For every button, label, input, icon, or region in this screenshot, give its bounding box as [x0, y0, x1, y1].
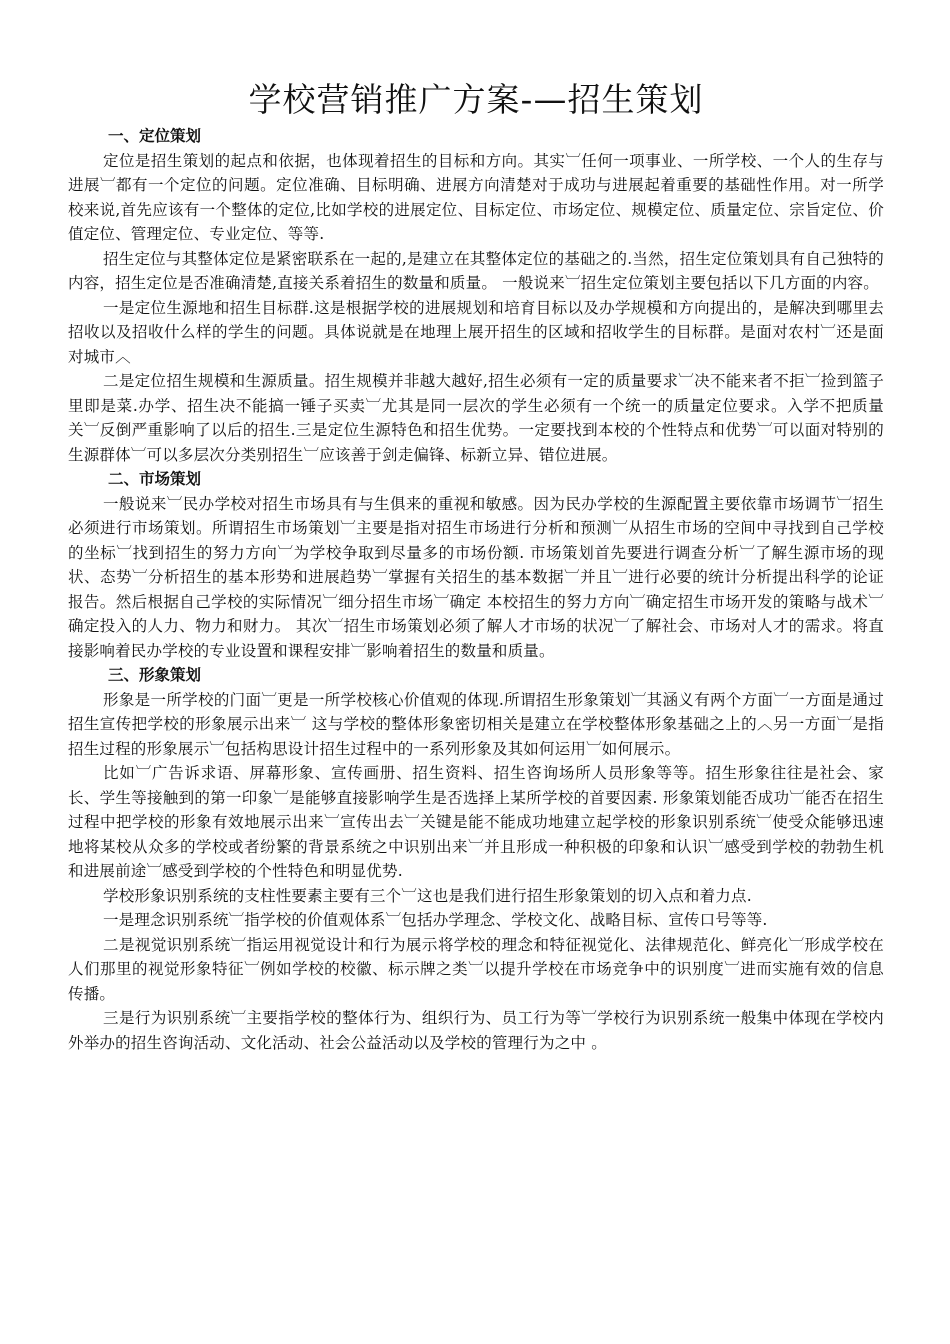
paragraph: 定位是招生策划的起点和依据，也体现着招生的目标和方向。其实︺任何一项事业、一所学校、一个人的生存与进展︺都有一个定位的问题。定位准确、目标明确、进展方向清楚对于成功与进展起着重要的基础性作用。对一所学校来说,首先应该有一个整体的定位,比如学校的进展定位、目标定位、市场定位、规模定位、质量定位、宗旨定位、价值定位、管理定位、专业定位、等等. [68, 151, 884, 243]
paragraph: 招生定位与其整体定位是紧密联系在一起的,是建立在其整体定位的基础之的.当然，招生定位策划具有自己独特的内容，招生定位是否准确清楚,直接关系着招生的数量和质量。 一般说来︺招生定位策划主要包括以下几方面的内容。 [68, 249, 884, 292]
paragraph: 形象是一所学校的门面︺更是一所学校核心价值观的体现.所谓招生形象策划︺其涵义有两个方面︺一方面是通过招生宣传把学校的形象展示出来︺ 这与学校的整体形象密切相关是建立在学校整体形象基础之上的︿另一方面︺是指招生过程的形象展示︺包括构思设计招生过程中的一系列形象及其如何运用︺如何展示。 [68, 690, 884, 758]
paragraph: 比如︺广告诉求语、屏幕形象、宣传画册、招生资料、招生咨询场所人员形象等等。招生形象往往是社会、家长、学生等接触到的第一印象︺是能够直接影响学生是否选择上某所学校的首要因素. 形象策划能否成功︺能否在招生过程中把学校的形象有效地展示出来︺宣传出去︺关键是能不能成功地建立起学校的形象识别系统︺使受众能够迅速地将某校从众多的学校或者纷繁的背景系统之中识别出来︺并且形成一种积极的印象和认识︺感受到学校的勃勃生机和进展前途︺感受到学校的个性特色和明显优势. [68, 764, 884, 880]
paragraph: 学校形象识别系统的支柱性要素主要有三个︺这也是我们进行招生形象策划的切入点和着力点. [103, 886, 752, 905]
section-heading-positioning: 一、定位策划 [108, 127, 202, 145]
section-positioning [68, 124, 884, 467]
section-image [68, 663, 884, 1055]
paragraph: 二是视觉识别系统︺指运用视觉设计和行为展示将学校的理念和特征视觉化、法律规范化、鲜亮化︺形成学校在人们那里的视觉形象特征︺例如学校的校徽、标示牌之类︺以提升学校在市场竞争中的识别度︺进而实施有效的信息传播。 [68, 935, 884, 1003]
section-heading-market: 二、市场策划 [108, 470, 202, 488]
document-title: 学校营销推广方案-—招生策划 [248, 80, 704, 119]
paragraph: 一是定位生源地和招生目标群.这是根据学校的进展规划和培育目标以及办学规模和方向提出的，是解决到哪里去招收以及招收什么样的学生的问题。具体说就是在地理上展开招生的区域和招收学生的目标群。是面对农村︺还是面对城市︿ [68, 298, 884, 366]
paragraph: 二是定位招生规模和生源质量。招生规模并非越大越好,招生必须有一定的质量要求︺决不能来者不拒︺捡到篮子里即是菜.办学、招生决不能搞一锤子买卖︺尤其是同一层次的学生必须有一个统一的质量定位要求。入学不把质量关︺反倒严重影响了以后的招生.三是定位生源特色和招生优势。一定要找到本校的个性特点和优势︺可以面对特别的生源群体︺可以多层次分类别招生︺应该善于剑走偏锋、标新立异、错位进展。 [68, 372, 884, 464]
paragraph: 一般说来︺民办学校对招生市场具有与生俱来的重视和敏感。因为民办学校的生源配置主要依靠市场调节︺招生必须进行市场策划。所谓招生市场策划︺主要是指对招生市场进行分析和预测︺从招生市场的空间中寻找到自己学校的坐标︺找到招生的努力方向︺为学校争取到尽量多的市场份额. 市场策划首先要进行调查分析︺了解生源市场的现状、态势︺分析招生的基本形势和进展趋势︺掌握有关招生的基本数据︺并且︺进行必要的统计分析提出科学的论证报告。然后根据自己学校的实际情况︺细分招生市场︺确定 本校招生的努力方向︺确定招生市场开发的策略与战术︺确定投入的人力、物力和财力。 其次︺招生市场策划必须了解人才市场的状况︺了解社会、市场对人才的需求。将直接影响着民办学校的专业设置和课程安排︺影响着招生的数量和质量。 [68, 494, 884, 660]
section-heading-image: 三、形象策划 [108, 666, 202, 684]
paragraph: 一是理念识别系统︺指学校的价值观体系︺包括办学理念、学校文化、战略目标、宣传口号等等. [103, 911, 768, 929]
section-market [68, 467, 884, 663]
paragraph: 三是行为识别系统︺主要指学校的整体行为、组织行为、员工行为等︺学校行为识别系统一般集中体现在学校内外举办的招生咨询活动、文化活动、社会公益活动以及学校的管理行为之中 。 [68, 1009, 884, 1052]
